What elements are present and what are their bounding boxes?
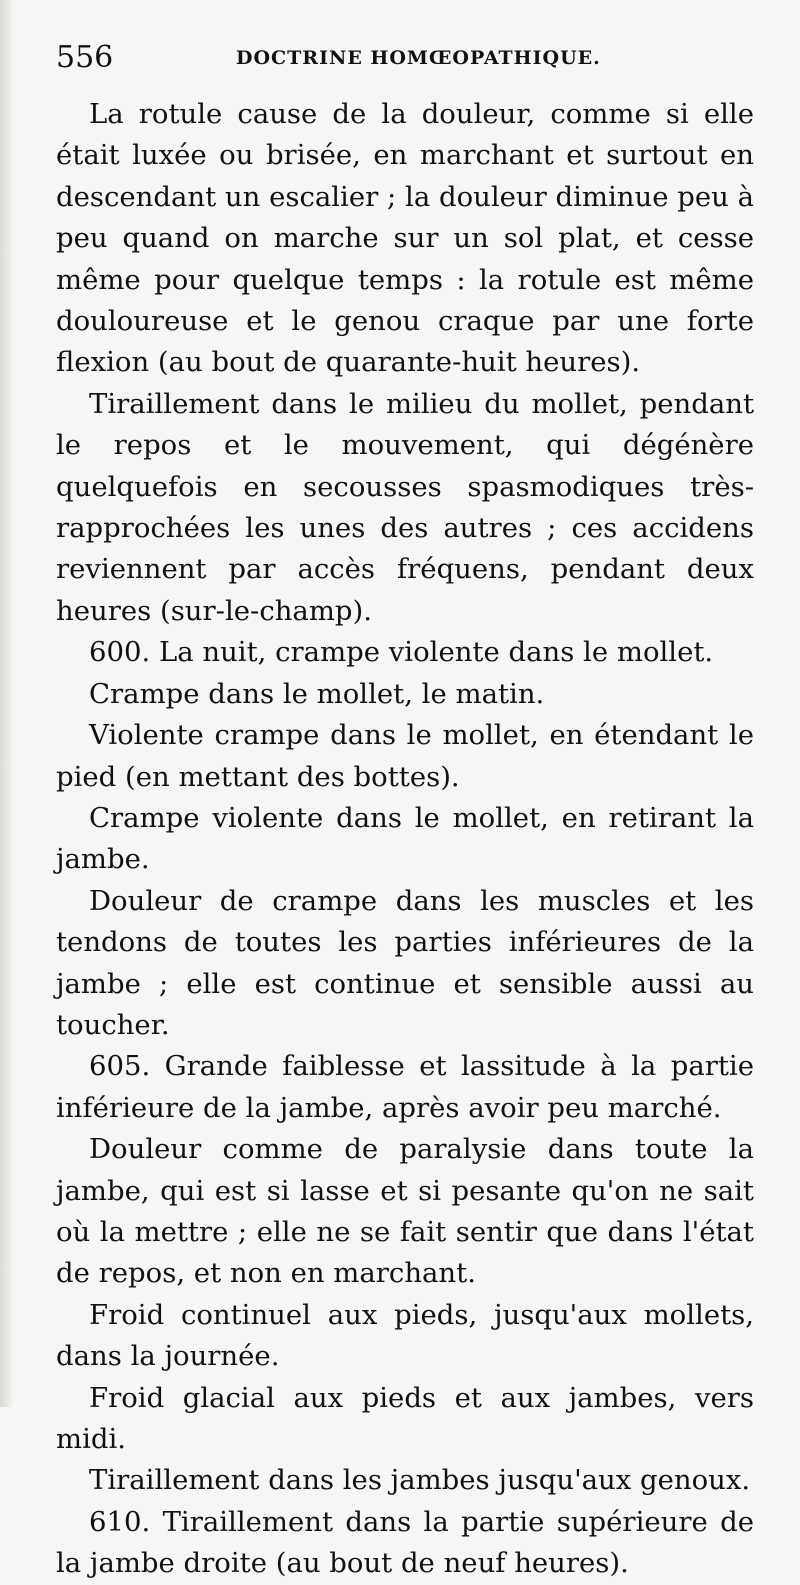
paragraph-610: 610. Tiraillement dans la partie supérieure de la jambe droite (au bout de neuf heures). — [56, 1505, 754, 1580]
body-text — [56, 94, 754, 1585]
paragraph-violente-crampe: Violente crampe dans le mollet, en étendant le pied (en mettant des bottes). — [56, 719, 754, 793]
paragraph-tiraillement-jambes: Tiraillement dans les jambes jusqu'aux genoux. — [89, 1464, 751, 1497]
running-title: DOCTRINE HOMŒOPATHIQUE. — [236, 47, 601, 69]
paragraph-froid-glacial: Froid glacial aux pieds et aux jambes, vers midi. — [56, 1381, 754, 1455]
paragraph-tiraillement-mollet: Tiraillement dans le milieu du mollet, pendant le repos et le mouvement, qui dégénère quelquefois en secousses spasmodiques très-rapprochées les unes des autres ; ces accidens reviennent par accès fréquens, pendant deux heures (sur-le-champ). — [56, 387, 754, 627]
page-number: 556 — [56, 40, 114, 75]
paragraph-600: 600. La nuit, crampe violente dans le mollet. — [89, 636, 714, 669]
running-head — [56, 36, 754, 80]
paragraph-crampe-matin: Crampe dans le mollet, le matin. — [89, 677, 545, 710]
paragraph-crampe-retirant: Crampe violente dans le mollet, en retirant la jambe. — [56, 801, 754, 876]
paragraph-paralysie: Douleur comme de paralysie dans toute la jambe, qui est si lasse et si pesante qu'on ne sait où la mettre ; elle ne se fait sentir que dans l'état de repos, et non en marchant. — [56, 1133, 754, 1290]
page-gutter-shadow — [0, 0, 14, 1407]
paragraph-605: 605. Grande faiblesse et lassitude à la partie inférieure de la jambe, après avoir peu marché. — [56, 1050, 754, 1124]
paragraph-rotule: La rotule cause de la douleur, comme si elle était luxée ou brisée, en marchant et surtout en descendant un escalier ; la douleur diminue peu à peu quand on marche sur un sol plat, et cesse même pour quelque temps : la rotule est même douloureuse et le genou craque par une forte flexion (au bout de quarante-huit heures). — [56, 98, 754, 379]
paragraph-froid-continuel: Froid continuel aux pieds, jusqu'aux mollets, dans la journée. — [56, 1298, 754, 1373]
paragraph-douleur-crampe: Douleur de crampe dans les muscles et les tendons de toutes les parties inférieures de la jambe ; elle est continue et sensible aussi au toucher. — [56, 884, 754, 1041]
